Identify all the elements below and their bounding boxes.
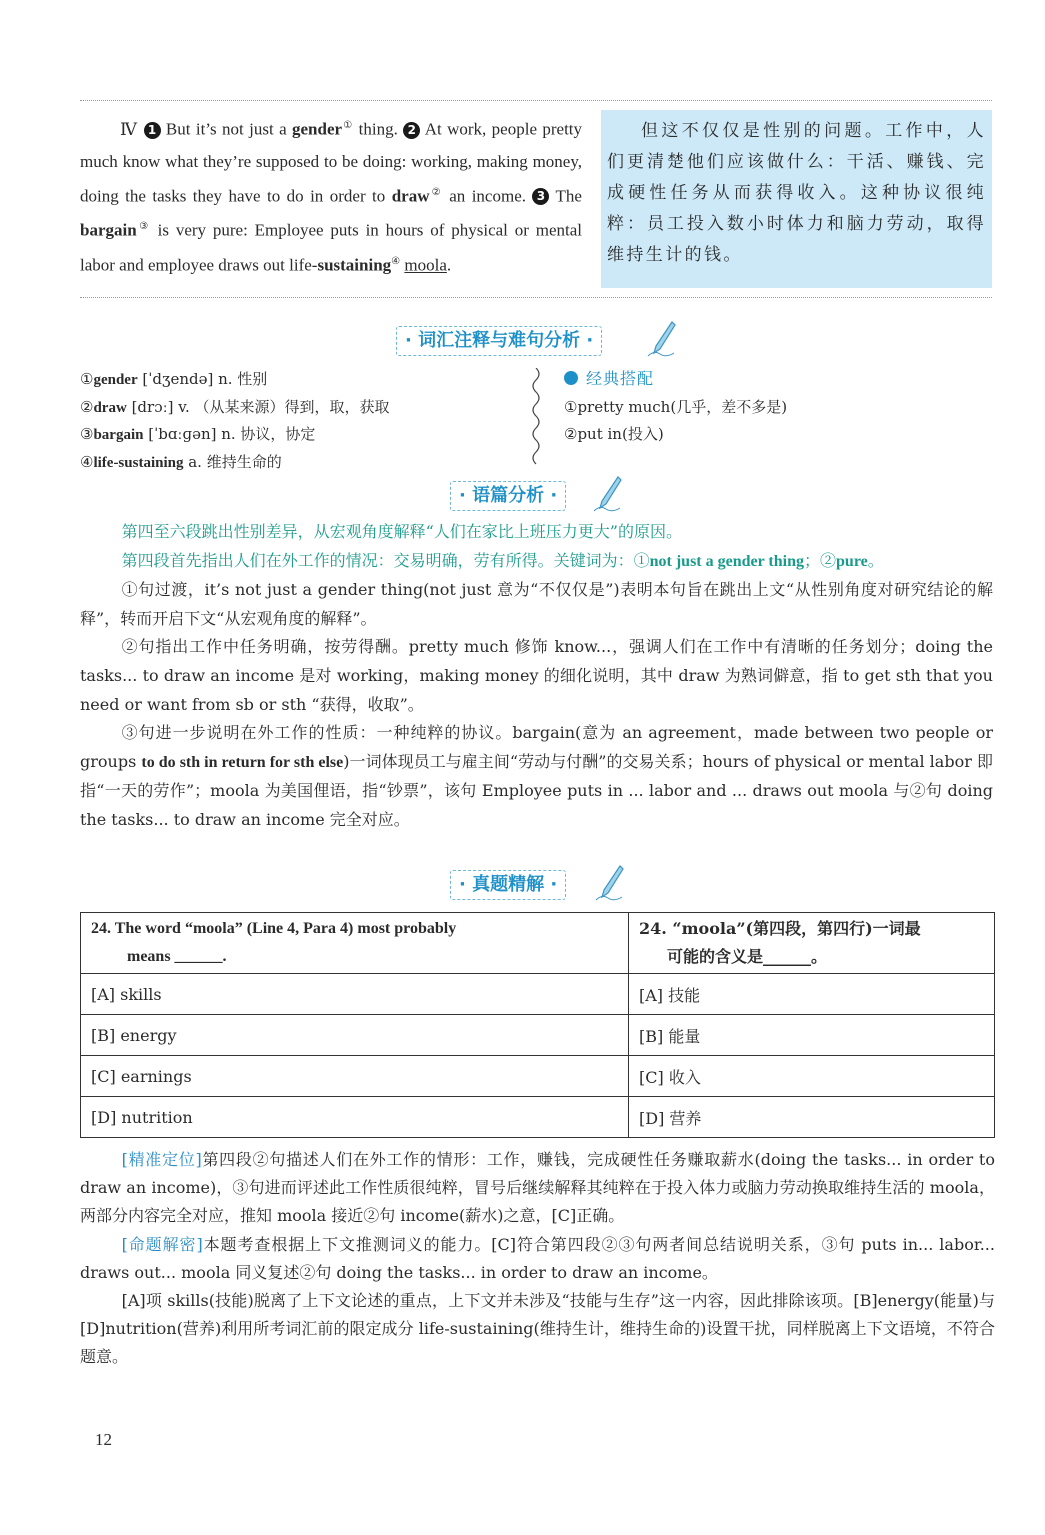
question-table (80, 912, 995, 1138)
option-b-en: [B] energy (81, 1015, 629, 1056)
collocation-heading (564, 366, 984, 394)
explanation-decode: [命题解密]本题考查根据上下文推测词义的能力。[C]符合第四段②③句两者间总结说明关系，③句 puts in... labor... draws out... moola 同义复述②句 doing the tasks... in order to draw an income。 (80, 1234, 995, 1282)
section-title-analysis (450, 481, 566, 511)
bullet-icon (564, 371, 578, 385)
para-mark: Ⅳ (120, 119, 139, 140)
option-row (81, 1056, 995, 1097)
collocation-item: ①pretty much(几乎，差不多是) (564, 398, 788, 416)
tag-decode: [命题解密] (121, 1234, 203, 1254)
tag-locate: [精准定位] (121, 1150, 202, 1169)
section-title-vocab (396, 326, 602, 356)
passage-divider (80, 297, 992, 298)
word-gender: gender (292, 119, 343, 139)
option-row (81, 1015, 995, 1056)
option-row (81, 1097, 995, 1138)
section-title-text: · 词汇注释与难句分析 · (405, 330, 594, 351)
word-draw: draw (391, 186, 430, 206)
note-marker: ② (429, 186, 443, 198)
wavy-divider (529, 368, 543, 468)
analysis-keywords: 第四段首先指出人们在外工作的情况：交易明确，劳有所得。关键词为：①not just a gender thing；②pure。 (121, 550, 884, 570)
explanation-section (80, 1146, 995, 1372)
option-a-en: [A] skills (81, 974, 629, 1015)
analysis-summary: 第四至六段跳出性别差异，从宏观角度解释“人们在家比上班压力更大”的原因。 (121, 522, 682, 541)
option-b-cn: [B] 能量 (629, 1015, 995, 1056)
explanation-distractors: [A]项 skills(技能)脱离了上下文论述的重点，上下文并未涉及“技能与生存”这一内容，因此排除该项。[B]energy(能量)与[D]nutrition(营养)利用所考词汇前的限定成分 life-sustaining(维持生计，维持生命的)设置干扰，同样脱离上下文语境，不符合题意。 (80, 1291, 995, 1367)
english-passage (80, 110, 582, 281)
explanation-locate: [精准定位]第四段②句描述人们在外工作的情形：工作，赚钱，完成硬性任务赚取薪水(doing the tasks... in order to draw an income)，③句进而评述此工作性质很纯粹，冒号后继续解释其纯粹在于投入体力或脑力劳动换取维持生活的 moola，两部分内容完全对应，推知 moola 接近②句 income(薪水)之意，[C]正确。 (80, 1150, 995, 1226)
sentence-3a: The (555, 186, 582, 206)
option-c-en: [C] earnings (81, 1056, 629, 1097)
sentence-3b: is very pure: Employee puts in hours of physical or mental labor and employee draws out life- (80, 220, 582, 275)
option-d-cn: [D] 营养 (629, 1097, 995, 1138)
collocations (564, 366, 984, 447)
option-c-cn: [C] 收入 (629, 1056, 995, 1097)
sentence-2a: At work, people pretty much know what they’re supposed to be doing: working, making money, doing the tasks they have to do in order to (80, 119, 583, 206)
option-row (81, 974, 995, 1015)
section-title-text: · 语篇分析 · (459, 485, 558, 506)
analysis-sentence-3: ③句进一步说明在外工作的性质：一种纯粹的协议。bargain(意为 an agreement，made between two people or groups to do sth in return for sth else)一词体现员工与雇主间“劳动与付酬”的交易关系；hours of physical or mental labor 即指“一天的劳作”；moola 为美国俚语，指“钞票”，该句 Employee puts in ... labor and ... draws out moola 与②句 doing the tasks... to draw an income 完全对应。 (80, 723, 993, 829)
question-stem-cn: 24. “moola”(第四段，第四行)一词最 可能的含义是______。 (629, 913, 995, 974)
sentence-2b: an income. (442, 186, 533, 206)
note-marker: ④ (391, 255, 401, 267)
translation-text: 但这不仅仅是性别的问题。工作中，人们更清楚他们应该做什么：干活、赚钱、完成硬性任务从而获得收入。这种协议很纯粹：员工投入数小时体力和脑力劳动，取得维持生计的钱。 (607, 121, 986, 265)
word-bargain: bargain (80, 220, 137, 240)
collocation-title: 经典搭配 (586, 369, 655, 388)
sentence-1b: thing. (353, 119, 404, 139)
sentence-number-3: 3 (532, 188, 549, 205)
pen-icon (646, 320, 676, 358)
top-divider (80, 100, 992, 101)
vocab-item: ①gender [ˈdʒendə] n. 性别 (80, 370, 268, 388)
note-marker: ③ (136, 221, 151, 233)
word-moola: moola (404, 255, 447, 275)
vocab-list (80, 366, 530, 476)
option-d-en: [D] nutrition (81, 1097, 629, 1138)
vocab-item: ④life-sustaining a. 维持生命的 (80, 452, 282, 471)
note-marker: ① (342, 120, 354, 131)
analysis-section (80, 518, 993, 835)
analysis-sentence-1: ①句过渡，it’s not just a gender thing(not just 意为“不仅仅是”)表明本句旨在跳出上文“从性别角度对研究结论的解释”，转而开启下文“从宏观角度的解释”。 (80, 580, 993, 628)
sentence-number-1: 1 (144, 122, 161, 139)
pen-icon (594, 864, 624, 902)
collocation-item: ②put in(投入) (564, 424, 664, 443)
word-sustaining: sustaining (317, 255, 392, 275)
translation-box (601, 110, 992, 288)
analysis-sentence-2: ②句指出工作中任务明确，按劳得酬。pretty much 修饰 know...，强调人们在工作中有清晰的任务划分；doing the tasks... to draw an income 是对 working，making money 的细化说明，其中 draw 为熟词僻意，指 to get sth that you need or want from sb or sth “获得，收取”。 (80, 637, 993, 714)
option-a-cn: [A] 技能 (629, 974, 995, 1015)
sentence-number-2: 2 (403, 122, 420, 139)
vocab-item: ③bargain [ˈbɑːɡən] n. 协议，协定 (80, 425, 316, 443)
section-title-text: · 真题精解 · (459, 874, 558, 895)
section-title-exam (450, 870, 566, 900)
question-stem-en: 24. The word “moola” (Line 4, Para 4) most probably means ______. (81, 913, 629, 974)
question-stem-row (81, 913, 995, 974)
period: . (446, 255, 452, 275)
pen-icon (592, 475, 622, 513)
sentence-1a: But it’s not just a (165, 119, 293, 139)
vocab-item: ②draw [drɔː] v. （从某来源）得到，取，获取 (80, 397, 390, 416)
page-number: 12 (95, 1430, 112, 1449)
